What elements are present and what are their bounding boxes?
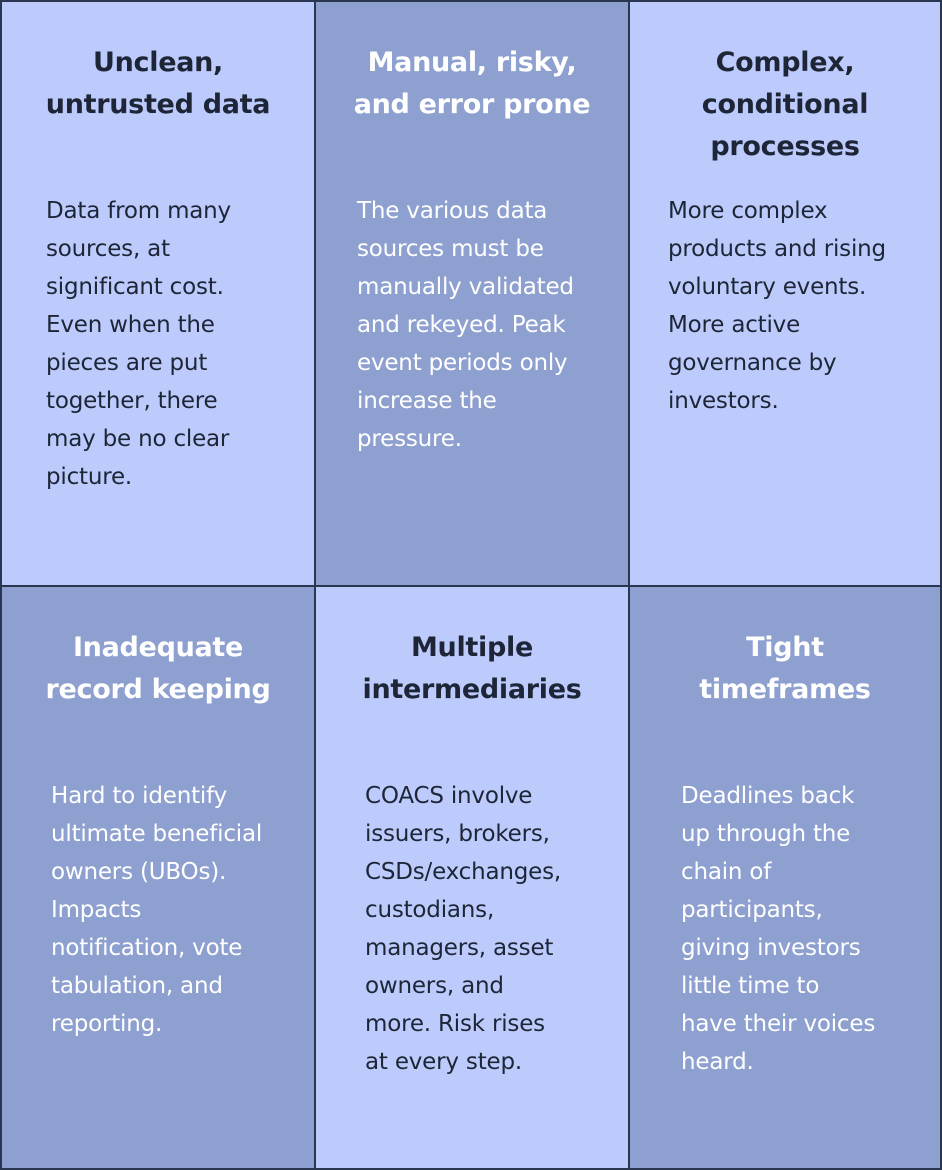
- card-title: Manual, risky, and error prone: [353, 47, 591, 120]
- card-description: More complex products and rising voluntary events. More active governance by investors.: [668, 198, 886, 414]
- card-tight-timeframes: [628, 585, 942, 1170]
- card-record-keeping: [0, 585, 316, 1170]
- card-description: Deadlines back up through the chain of participants, giving investors little time to have their voices heard.: [681, 783, 876, 1075]
- card-complex-processes: [628, 0, 942, 587]
- card-title: Unclean, untrusted data: [45, 47, 271, 120]
- card-description: Data from many sources, at significant cost. Even when the pieces are put together, there may be no clear picture.: [46, 198, 231, 490]
- card-title: Complex, conditional processes: [701, 47, 869, 162]
- card-description: COACS involve issuers, brokers, CSDs/exchanges, custodians, managers, asset owners, and more. Risk rises at every step.: [365, 783, 561, 1075]
- card-title: Tight timeframes: [699, 632, 871, 705]
- card-unclean-data: [0, 0, 316, 587]
- card-title: Inadequate record keeping: [45, 632, 271, 705]
- card-description: The various data sources must be manually validated and rekeyed. Peak event periods only increase the pressure.: [357, 198, 574, 452]
- card-multiple-intermediaries: [314, 585, 630, 1170]
- card-manual-risky: [314, 0, 630, 587]
- card-description: Hard to identify ultimate beneficial owners (UBOs). Impacts notification, vote tabulation, and reporting.: [51, 783, 263, 1037]
- card-title: Multiple intermediaries: [362, 632, 582, 705]
